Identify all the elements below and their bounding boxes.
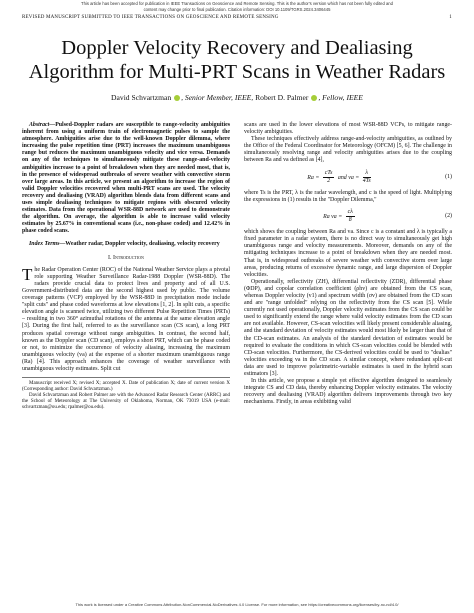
right-paragraph-3: where Ts is the PRT, λ is the radar wavelength, and c is the speed of light. Multiplying the expressions in (1) results in the "Doppler Dilemma," bbox=[244, 189, 452, 203]
eq2-left: Ra va = bbox=[323, 213, 344, 220]
paper-title bbox=[20, 36, 454, 84]
orcid-icon[interactable] bbox=[174, 95, 180, 101]
author-line bbox=[20, 93, 454, 102]
footnotes bbox=[22, 377, 230, 411]
eq1-numerator-a: cTs bbox=[323, 170, 335, 178]
left-column bbox=[22, 122, 230, 411]
eq1-numerator-b: λ bbox=[363, 170, 371, 178]
eq1-fraction-b bbox=[363, 170, 371, 185]
right-paragraph-4: which shows the coupling between Ra and va. Since c is a constant and λ is typically a fixed parameter in a radar system, there is no direct way to simultaneously get high unambiguous range and velocity measurements. Moreover, demands on any of the mitigating techniques increase to a point of breakdown when they are needed most. That is, in widespread outbreaks of severe weather with convective storm over large areas, producing returns of excessive dynamic range, and large dispersion of Doppler velocities. bbox=[244, 229, 452, 278]
publication-note-line1: This article has been accepted for publication in IEEE Transactions on Geoscience and Remote Sensing. This is the author's version which has not been fully edited and bbox=[81, 1, 393, 6]
right-column bbox=[244, 122, 452, 406]
drop-cap: T bbox=[22, 264, 33, 284]
title-line2: Algorithm for Multi-PRT Scans in Weather Radars bbox=[28, 61, 446, 83]
eq1-fraction-a bbox=[323, 170, 335, 185]
author-2: Robert D. Palmer bbox=[253, 93, 309, 102]
index-terms bbox=[22, 241, 230, 248]
publication-note-line2: content may change prior to final publication. Citation information: DOI 10.1109/TGRS.2024.3406445 bbox=[143, 7, 331, 12]
right-paragraph-2: These techniques effectively address range-and-velocity ambiguities, as outlined by the Office of the Federal Coordinator for Meteorology (OFCM) [5, 6]. The challenge in simultaneously resolving range and velocity ambiguities arises due to the coupling between Ra and va defined as [4], bbox=[244, 136, 452, 164]
section-heading-introduction: I. Introduction bbox=[108, 254, 144, 261]
running-header bbox=[22, 15, 452, 20]
footnote-manuscript: Manuscript received X; revised X; accepted X. Date of publication X; date of current version X (Corresponding author: David Schvartzman.) bbox=[22, 381, 230, 393]
eq2-numerator: cλ bbox=[346, 209, 355, 217]
right-paragraph-6: In this article, we propose a simple yet effective algorithm designed to seamlessly integrate CS and CD data, thereby enhancing Doppler velocity estimates. The velocity recovery and dealiasing (VRAD) algorithm delivers improvements through two key mechanisms. Firstly, in areas exhibiting valid bbox=[244, 378, 452, 406]
author-1-role: , Senior Member, IEEE, bbox=[181, 93, 254, 102]
eq1-tag: (1) bbox=[445, 173, 452, 180]
running-head-text: REVISED MANUSCRIPT SUBMITTED TO IEEE TRANSACTIONS ON GEOSCIENCE AND REMOTE SENSING bbox=[22, 15, 279, 20]
license-footer: This work is licensed under a Creative Commons Attribution-NonCommercial-NoDerivatives 4.0 License. For more information, see https://creativecommons.org/licenses/by-nc-nd/4.0/ bbox=[75, 602, 399, 607]
author-2-role: , Fellow, IEEE bbox=[318, 93, 363, 102]
abstract-label: Abstract bbox=[29, 122, 50, 128]
eq1-denominator-a: 2 bbox=[327, 177, 331, 184]
eq1-mid: and va = bbox=[337, 174, 361, 181]
eq2-fraction bbox=[346, 209, 355, 224]
right-paragraph-1: scans are used in the lower elevations of most WSR-88D VCPs, to mitigate range-velocity ambiguities. bbox=[244, 122, 452, 136]
intro-paragraph bbox=[22, 264, 230, 373]
index-terms-label: Index Terms bbox=[29, 240, 60, 247]
footnote-affiliation: David Schvartzman and Robert Palmer are with the Advanced Radar Research Center (ARRC) and the School of Meteorology at The University of Oklahoma, Norman, OK 73019 USA (e-mail: schvartzman@ou.edu; rpalmer@ou.edu). bbox=[22, 393, 230, 411]
eq1-denominator-b: 4Ts bbox=[362, 177, 371, 184]
right-paragraph-5: Operationally, reflectivity (ZH), differential reflectivity (ZDR), differential phase (ΦDP), and copolar correlation coefficient (ρhv) are obtained from the CS scan, whereas Doppler velocity (v1) and spectrum width (σv) are obtained from the CD scan and are "range unfolded" relying on the reflectivity from the CS scan [5]. While currently not used operationally, Doppler velocity estimates from the CS scan could be used to significantly extend the range where valid velocity estimates from the CD scan are not available. However, CS-scan velocities will likely present considerable aliasing, and the standard deviation of velocity estimates would most likely be larger than that of the CD-scan estimates. An analysis of the standard deviation of estimates would be required to evaluate the conditions in which CS-scan velocities could be blended with CD-scan velocities. Furthermore, the CS-derived velocities could be used to "dealias" velocities exceeding va in the CD scan. A similar concept, where redundant split-cut data are used to improve polarimetric-variable estimates is used in the hybrid scan estimators [3]. bbox=[244, 278, 452, 377]
page-number: 1 bbox=[449, 15, 452, 20]
title-line1: Doppler Velocity Recovery and Dealiasing bbox=[61, 37, 413, 59]
equation-1 bbox=[244, 170, 452, 185]
author-1: David Schvartzman bbox=[111, 93, 172, 102]
eq2-tag: (2) bbox=[445, 212, 452, 219]
abstract-text: —Pulsed-Doppler radars are susceptible to range-velocity ambiguities inherent from using a uniform train of electromagnetic pulses to sample the atmosphere. Ambiguities arise due to the well-known Doppler dilemma, where increasing the pulse repetition time (PRT) increases the maximum unambiguous range but reduces the maximum unambiguous velocity and vice versa. Demands on any of the techniques to simultaneously mitigate these range-and-velocity ambiguities increase to a point of breakdown when they are needed most, that is, in the presence of widespread outbreaks of severe weather with convective storm over large areas. In this article, we present an algorithm to increase the region of valid Doppler velocities recovered when multi-PRT scans are used. The velocity recovery and dealiasing (VRAD) algorithm blends data from different scans and uses simple dealiasing techniques to mitigate regions with obscured velocity estimates. Data from the operational WSR-88D network are used to demonstrate the algorithm. On average, the algorithm is able to increase valid velocity estimates by 25.67% in conventional scans (i.e., non-phase coded) and 12.42% in phase coded scans. bbox=[22, 122, 230, 235]
abstract bbox=[22, 122, 230, 236]
index-terms-text: —Weather radar, Doppler velocity, dealiasing, velocity recovery bbox=[59, 240, 220, 247]
equation-2 bbox=[244, 209, 452, 224]
eq1-left: Ra = bbox=[307, 174, 321, 181]
intro-text: he Radar Operation Center (ROC) of the National Weather Service plays a pivotal role supporting Weather Surveillance Radar-1988 Doppler (WSR-88D). The radars provide crucial data to protect lives and property and of all U.S. Government-distributed data are the second highest used by public. The volume coverage patterns (VCP) employed by the WSR-88D in precipitation mode include "split cuts" and phase coded waveforms at low elevations [1, 2]. In split cuts, a specific elevation angle is scanned twice, utilizing two different Pulse Repetition Times (PRTs) – resulting in two 360° azimuthal rotations of the antenna at the same elevation angle [3]. During the first half, referred to as the surveillance scan (CS scan), a long PRT produces spatial coverage without range ambiguities. In contrast, the second half, known as the Doppler scan (CD scan), employs a short PRT, which can be phase coded or not, to minimize the occurrence of velocity aliasing, increasing the maximum unambiguous velocity (va) at the expense of a shorter maximum unambiguous range (Ra) [4]. This approach enhances the coverage of weather surveillance with unambiguous velocity estimates. Split cut bbox=[22, 266, 230, 372]
eq2-denominator: 8 bbox=[348, 217, 352, 224]
orcid-icon[interactable] bbox=[311, 95, 317, 101]
